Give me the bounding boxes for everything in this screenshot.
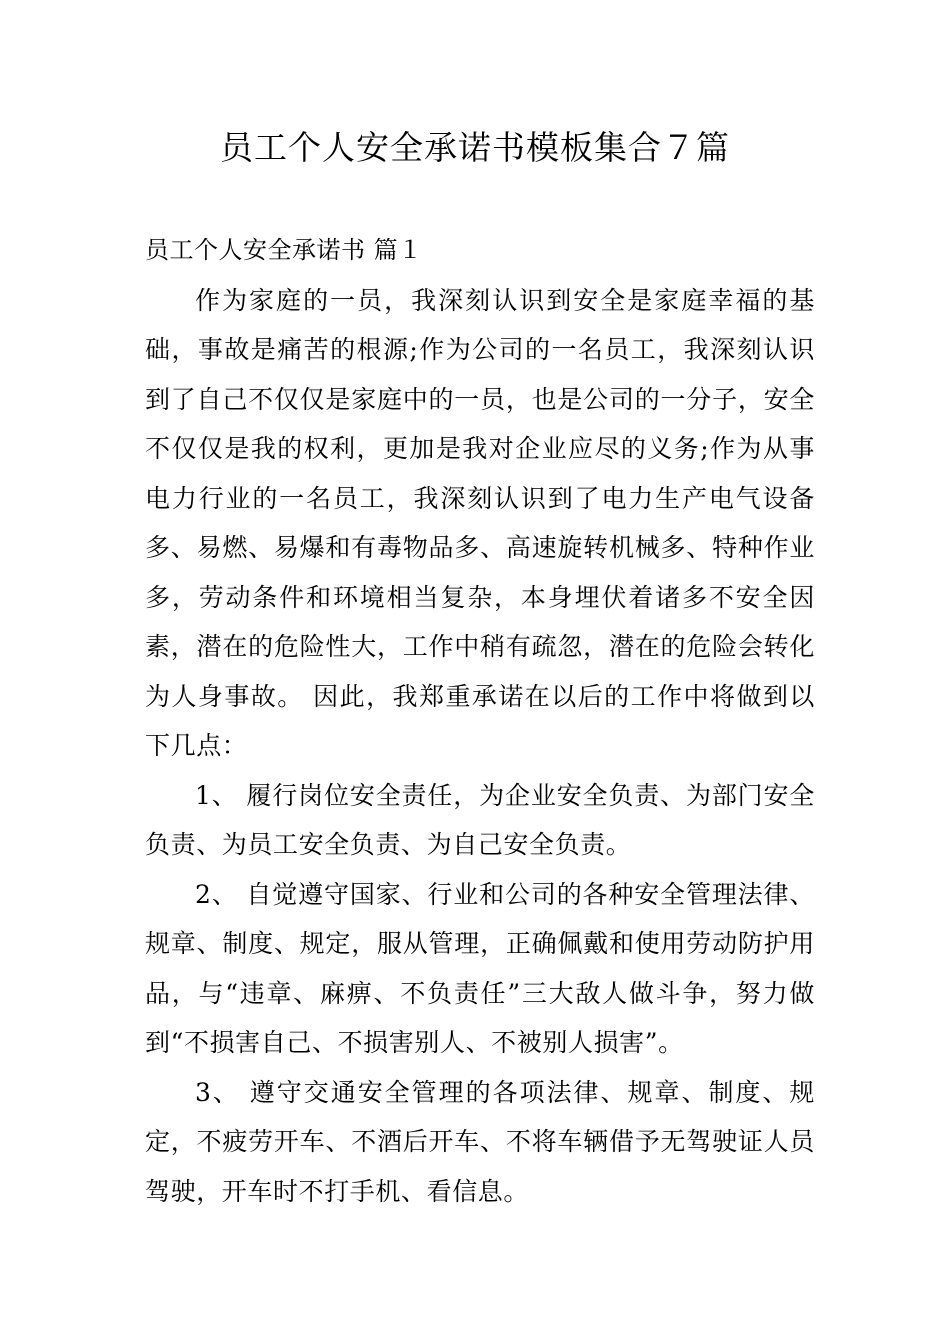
paragraph-item-1: 1、 履行岗位安全责任，为企业安全负责、为部门安全负责、为员工安全负责、为自己安全负责。 xyxy=(145,780,815,859)
document-body xyxy=(145,226,815,1216)
document-title: 员工个人安全承诺书模板集合７篇 xyxy=(220,128,730,167)
paragraph-item-3: 3、 遵守交通安全管理的各项法律、规章、制度、规定，不疲劳开车、不酒后开车、不将车辆借予无驾驶证人员驾驶，开车时不打手机、看信息。 xyxy=(145,1077,815,1206)
paragraph-intro: 作为家庭的一员，我深刻认识到安全是家庭幸福的基础，事故是痛苦的根源;作为公司的一名员工，我深刻认识到了自己不仅仅是家庭中的一员，也是公司的一分子，安全不仅仅是我的权利，更加是我对企业应尽的义务;作为从事电力行业的一名员工，我深刻认识到了电力生产电气设备多、易燃、易爆和有毒物品多、高速旋转机械多、特种作业多，劳动条件和环境相当复杂，本身埋伏着诸多不安全因素，潜在的危险性大，工作中稍有疏忽，潜在的危险会转化为人身事故。 因此，我郑重承诺在以后的工作中将做到以下几点： xyxy=(145,285,815,760)
paragraph-item-2: 2、 自觉遵守国家、行业和公司的各种安全管理法律、规章、制度、规定，服从管理，正确佩戴和使用劳动防护用品，与“违章、麻痹、不负责任”三大敌人做斗争，努力做到“不损害自己、不损害别人、不被别人损害”。 xyxy=(145,879,815,1057)
section-heading: 员工个人安全承诺书 篇１ xyxy=(145,236,423,264)
